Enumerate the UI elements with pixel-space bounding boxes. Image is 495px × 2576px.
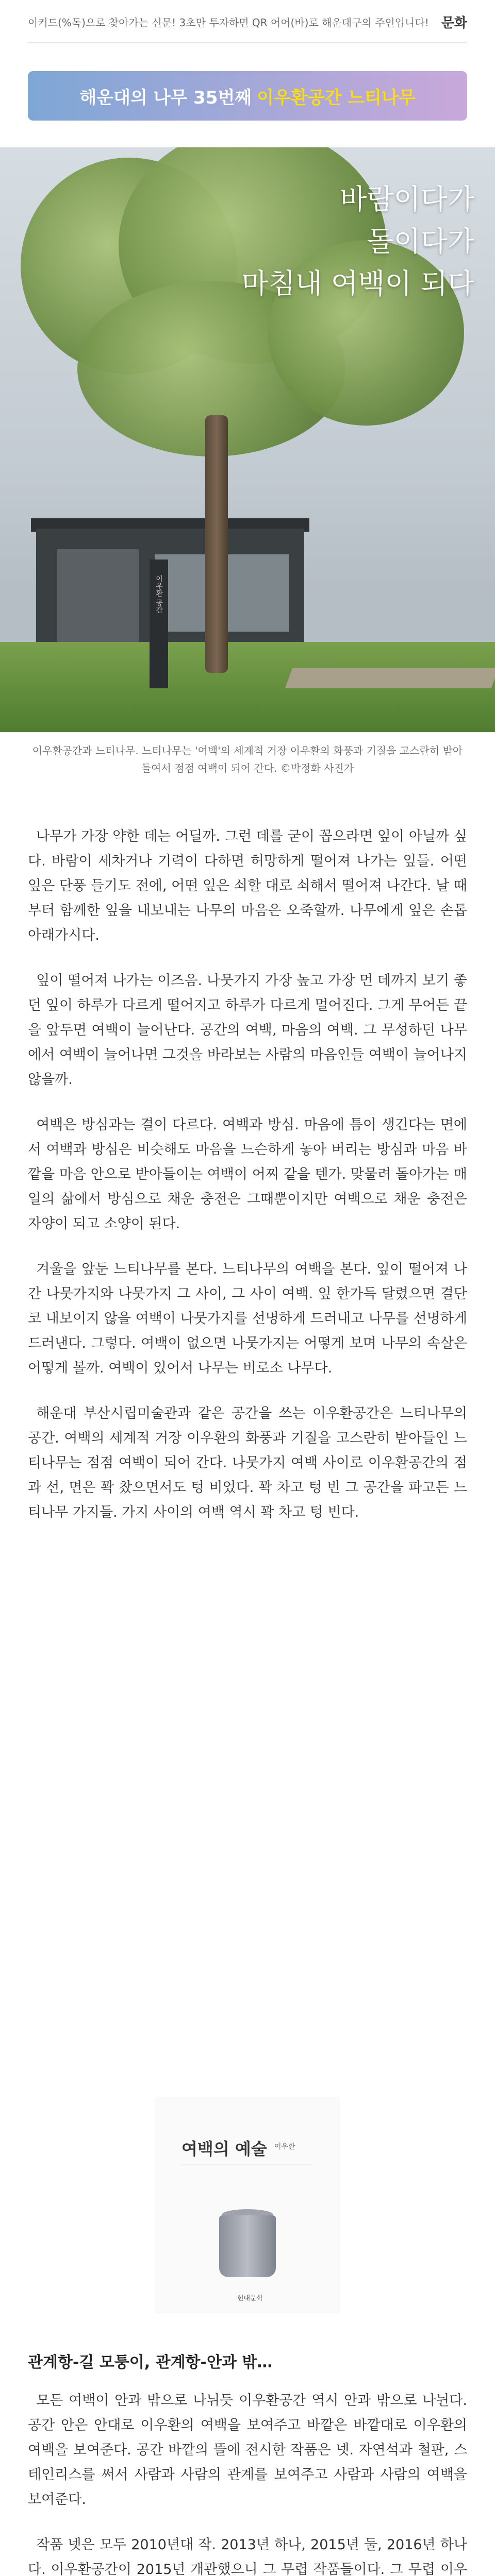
series-banner xyxy=(28,71,467,121)
paragraph: 해운대 부산시립미술관과 같은 공간을 쓰는 이우환공간은 느티나무의 공간. 여백의 세계적 거장 이우환의 화풍과 기질을 고스란히 받아들인 느티나무는 점점 여백이 되어 간다. 나뭇가지 여백 사이로 이우환공간의 점과 선, 면은 꽉 찼으면서도 텅 비었다. 꽉 차고 텅 빈 그 공간을 파고든 느티나무 가지들. 가지 사이의 여백 역시 꽉 차고 텅 빈다. xyxy=(28,1405,467,1520)
banner-highlight: 이우환공간 느티나무 xyxy=(257,87,416,108)
category-label: 문화 xyxy=(441,15,467,31)
book-title: 여백의 예술 xyxy=(182,2139,267,2159)
paragraph: 모든 여백이 안과 밖으로 나뉘듯 이우환공간 역시 안과 밖으로 나뉜다. 공간 안은 안대로 이우환의 여백을 보여주고 바깥은 바깥대로 이우환의 여백을 보여준다. 공간 바깥의 뜰에 전시한 작품은 넷. 자연석과 철판, 스테인리스를 써서 사람과 사람의 관계를 보여주고 사람과 사람의 여백을 보여준다. xyxy=(28,2393,467,2507)
headline-line-1: 바람이다가 xyxy=(340,183,474,215)
paragraph: 작품 넷은 모두 2010년대 작. 2013년 하나, 2015년 둘, 2016년 하나다. 이우환공간이 2015년 개관했으니 그 무렵 작품들이다. 그 무렵 이우 xyxy=(28,2537,467,2576)
headline-line-3: 마침내 여백이 되다 xyxy=(241,267,474,300)
sign-pole xyxy=(150,560,168,688)
paragraph: 나무가 가장 약한 데는 어딜까. 그런 데를 굳이 꼽으라면 잎이 아닐까 싶다. 바람이 세차거나 기력이 다하면 허망하게 떨어져 나가는 잎들. 어떤 잎은 단풍 들기도 전에, 어떤 잎은 쇠할 대로 쇠해서 떨어져 나간다. 날 때부터 함께한 잎을 내보내는 나무의 마음은 오죽할까. 나무에게 잎은 손톱 아래가시다. xyxy=(28,828,467,943)
pole-text: 이우환 공간 xyxy=(155,575,163,614)
divider xyxy=(28,42,467,43)
hero-photo xyxy=(0,147,495,732)
section-subheading: 관계항-길 모퉁이, 관계항-안과 밖… xyxy=(28,2353,273,2371)
paragraph: 여백은 방심과는 결이 다르다. 여백과 방심. 마음에 틈이 생긴다는 면에서 여백과 방심은 비슷해도 마음을 느슨하게 놓아 버리는 방심과 마음 바깥을 마음 안으로 받아들이는 여백이 어찌 같을 텐가. 맞물려 돌아가는 매일의 삶에서 방심으로 채운 충전은 그때뿐이지만 여백으로 채운 충전은 자양이 되고 소양이 된다. xyxy=(28,1117,467,1232)
book-cover xyxy=(155,2097,340,2313)
book-author: 이우환 xyxy=(274,2143,295,2151)
paragraph: 잎이 떨어져 나가는 이즈음. 나뭇가지 가장 높고 가장 먼 데까지 보기 좋던 잎이 하루가 다르게 떨어지고 하루가 다르게 멀어진다. 그게 무어든 끝을 앞두면 여백이 늘어난다. 공간의 여백, 마음의 여백. 그 무성하던 나무에서 여백이 늘어나면 그것을 바라보는 사람의 마음인들 여백이 늘어나지 않을까. xyxy=(28,973,467,1088)
paragraph: 겨울을 앞둔 느티나무를 본다. 느티나무의 여백을 본다. 잎이 떨어져 나간 나뭇가지와 나뭇가지 그 사이, 그 사이 여백. 잎 한가득 달렸으면 결단코 내보이지 않을 여백이 나뭇가지를 선명하게 드러내고 나무를 선명하게 드러낸다. 그렇다. 여백이 없으면 나뭇가지는 어떻게 보며 나무의 속살은 어떻게 볼까. 여백이 있어서 나무는 비로소 나무다. xyxy=(28,1261,467,1376)
headline xyxy=(241,178,474,305)
top-bar xyxy=(0,0,495,52)
building-wing xyxy=(57,549,139,647)
tree-trunk xyxy=(205,415,228,673)
qr-notice: 이커드(%독)으로 찾아가는 신문! 3초만 투자하면 QR 어어(바)로 해운대구의 주인입니다! xyxy=(28,16,429,29)
headline-line-2: 돌이다가 xyxy=(367,225,474,258)
photo-caption: 이우환공간과 느티나무. 느티나무는 '여백'의 세계적 거장 이우환의 화풍과 기질을 고스란히 받아들여서 점점 여백이 되어 간다. ©박정화 사진가 xyxy=(32,744,463,774)
vase-illustration xyxy=(219,2215,276,2277)
book-publisher: 현대문학 xyxy=(237,2295,263,2302)
article-body-2 xyxy=(28,2388,467,2576)
banner-prefix: 해운대의 나무 35번째 xyxy=(79,87,252,108)
article-body-1 xyxy=(28,824,467,1525)
walkway xyxy=(285,668,495,688)
